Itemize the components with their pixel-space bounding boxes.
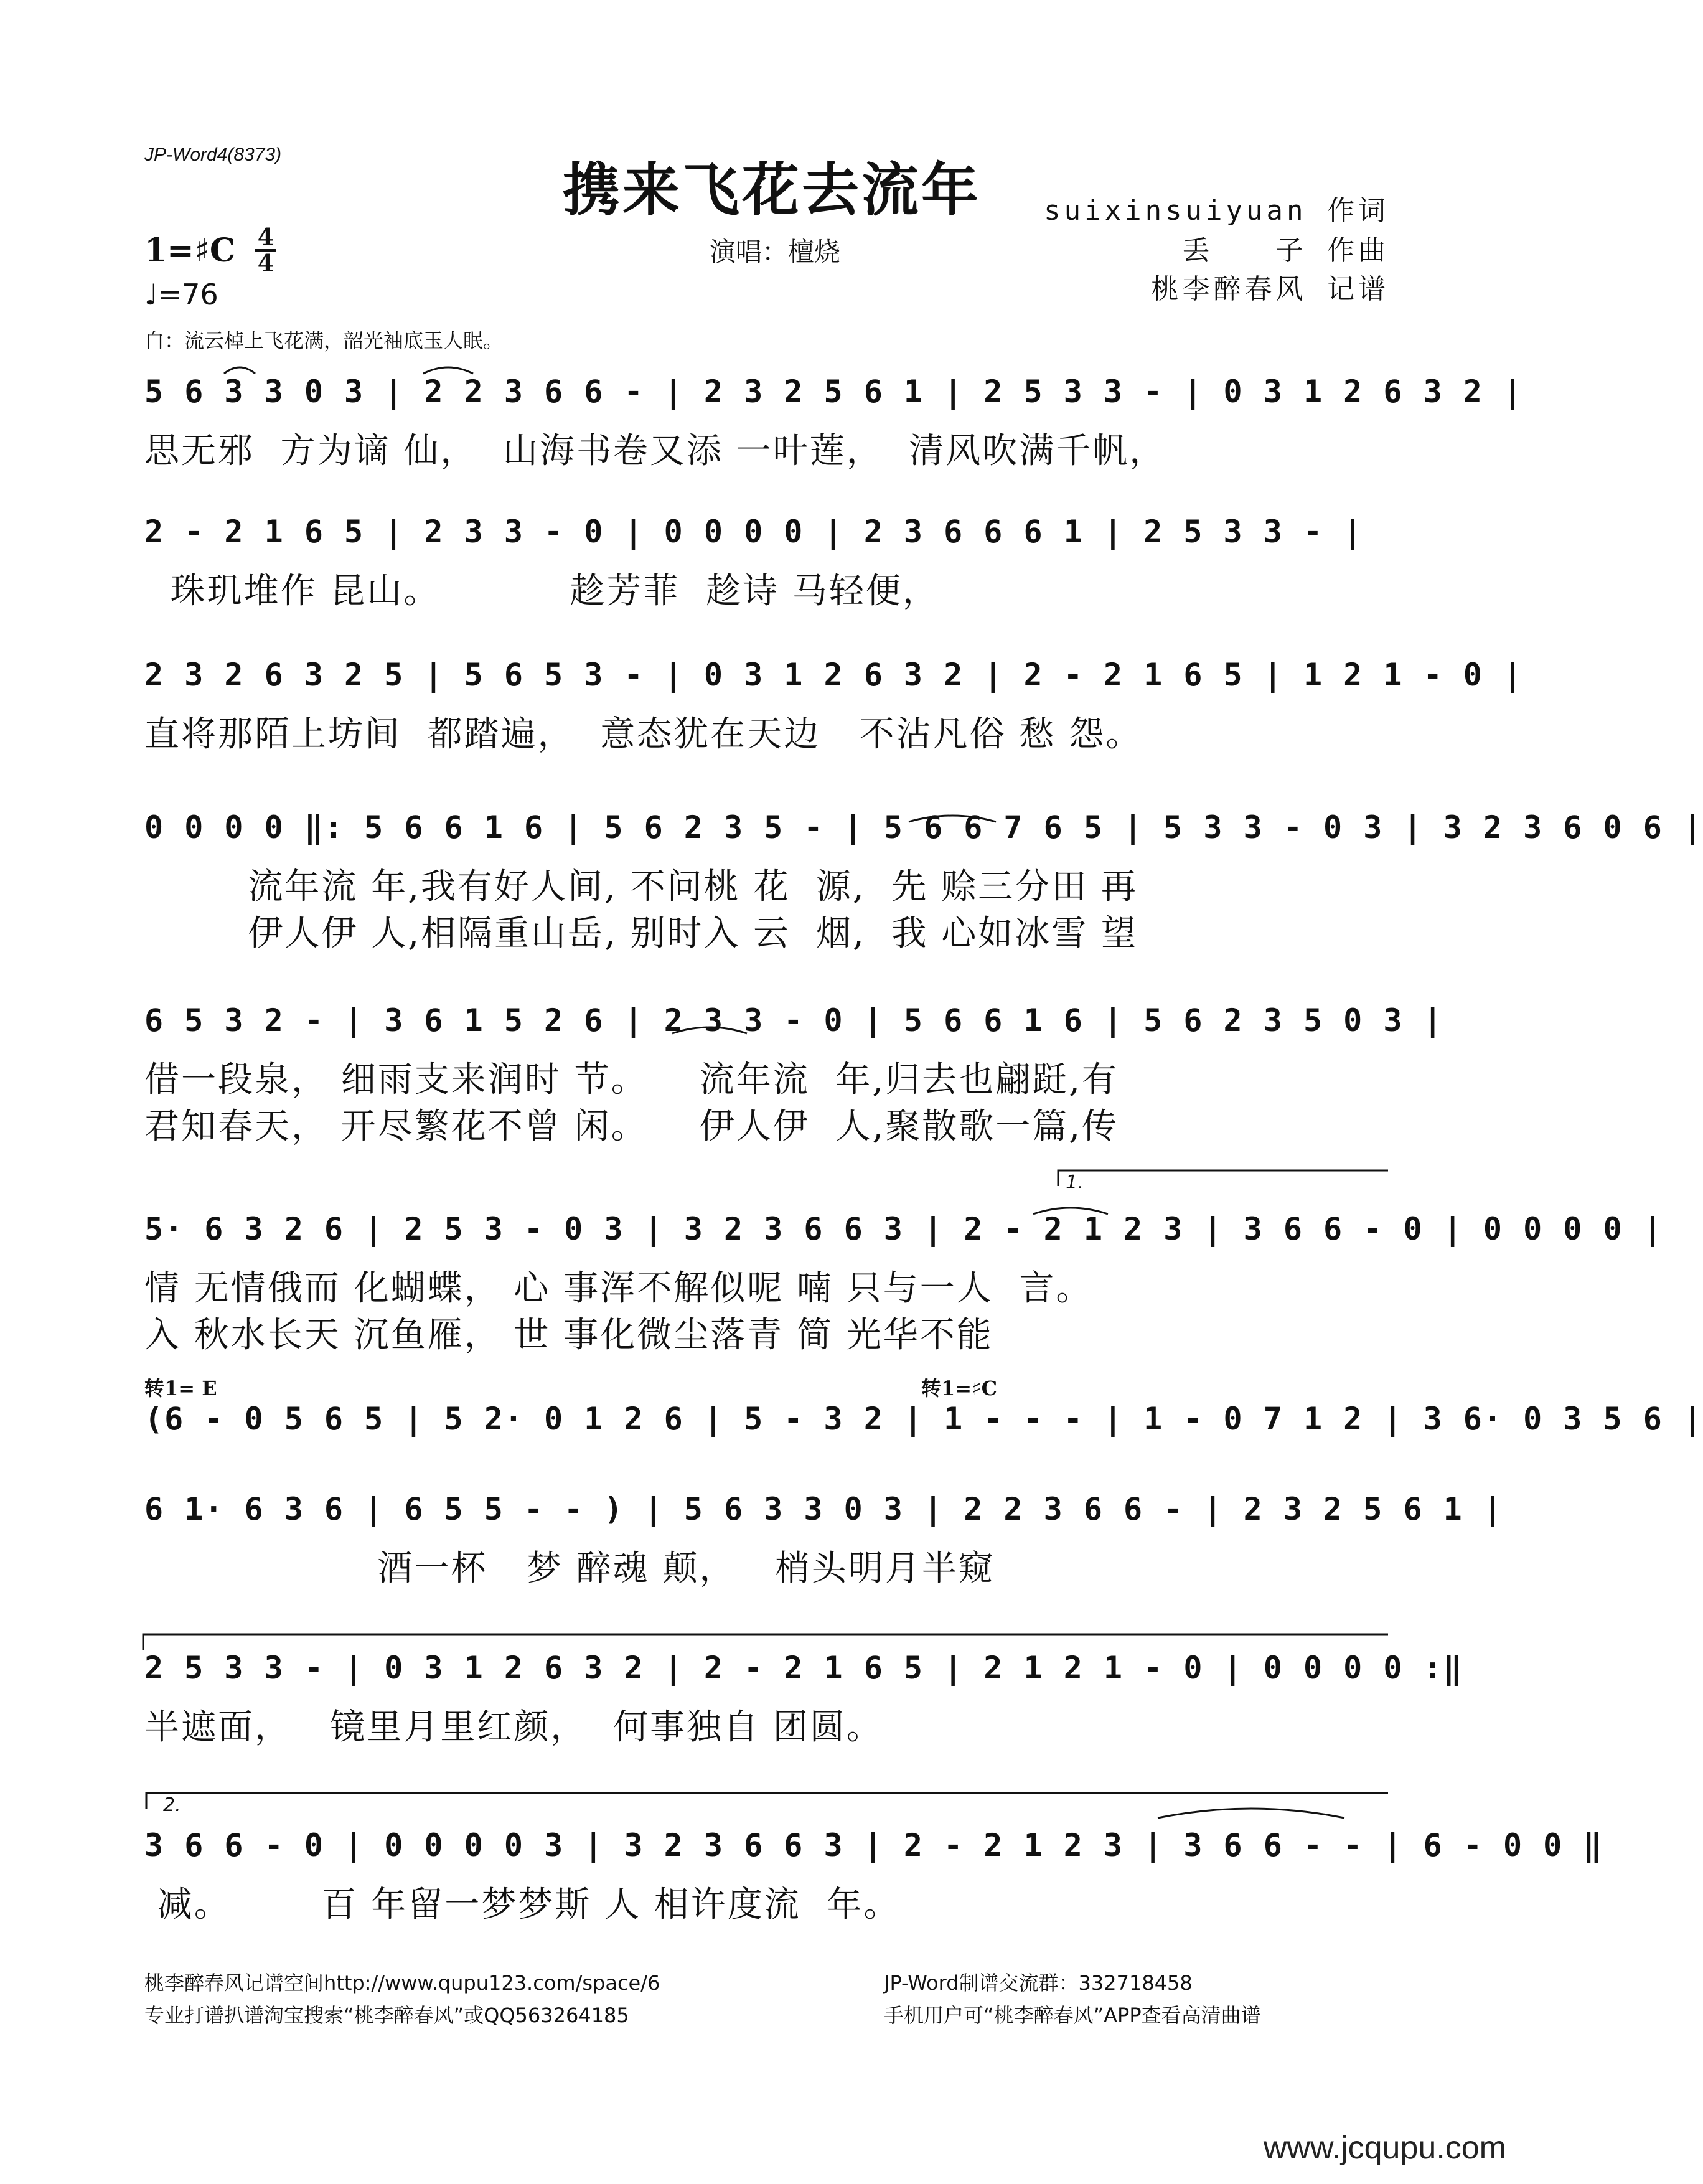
- notation-line-10: 3 6 6 - 0 | 0 0 0 0 3 | 3 2 3 6 6 3 | 2 - 2 1 2 3 | 3 6 6 - - | 6 - 0 0 ‖: [144, 1827, 1603, 1863]
- lyric-line-5b: 君知春天， 开尽繁花不曾 闲。 伊人伊 人,聚散歌一篇,传: [144, 1106, 1119, 1147]
- lyric-line-4a: 流年流 年,我有好人间, 不问桃 花 源, 先 赊三分田 再: [144, 867, 1138, 907]
- repeat-top-line: [143, 1634, 1388, 1650]
- lyric-line-6b: 入 秋水长天 沉鱼雁， 世 事化微尘落青 简 光华不能: [144, 1315, 993, 1355]
- lyric-line-4b: 伊人伊 人,相隔重山岳, 别时入 云 烟, 我 心如冰雪 望: [144, 913, 1138, 954]
- spoken-intro: 白：流云棹上飞花满，韶光袖底玉人眠。: [144, 329, 504, 352]
- lyric-line-3a: 直将那陌上坊间 都踏遍， 意态犹在天边 不沾凡俗 愁 怨。: [144, 714, 1143, 755]
- notation-line-5: 6 5 3 2 - | 3 6 1 5 2 6 | 2 3 3 - 0 | 5 6 6 1 6 | 5 6 2 3 5 0 3 |: [144, 1002, 1443, 1038]
- modulation-to-e: 转1= E: [144, 1377, 217, 1400]
- time-signature-top: 4: [257, 223, 274, 251]
- lyricist-credit: suixinsuiyuan 作词: [1044, 195, 1389, 227]
- footer-left-line-2: 专业打谱扒谱淘宝搜索“桃李醉春风”或QQ563264185: [144, 2003, 629, 2027]
- lyric-line-2a: 珠玑堆作 昆山。 趁芳菲 趁诗 马轻便，: [144, 571, 939, 611]
- footer-right-line-2: 手机用户可“桃李醉春风”APP查看高清曲谱: [884, 2003, 1261, 2027]
- notation-line-1: 5 6 3 3 0 3 | 2 2 3 6 6 - | 2 3 2 5 6 1 | 2 5 3 3 - | 0 3 1 2 6 3 2 |: [144, 374, 1524, 410]
- time-signature-bottom: 4: [257, 249, 274, 277]
- notation-line-2: 2 - 2 1 6 5 | 2 3 3 - 0 | 0 0 0 0 | 2 3 6 6 6 1 | 2 5 3 3 - |: [144, 514, 1364, 550]
- key-signature: 1=♯C: [144, 232, 236, 270]
- lyric-line-1a: 思无邪 方为谪 仙， 山海书卷又添 一叶莲， 清风吹满千帆，: [144, 431, 1166, 471]
- volta-1-bracket: [1058, 1170, 1388, 1186]
- slur: [423, 367, 473, 374]
- song-title: 携来飞花去流年: [562, 156, 981, 224]
- notation-line-8: 6 1· 6 3 6 | 6 5 5 - - ) | 5 6 3 3 0 3 | 2 2 3 6 6 - | 2 3 2 5 6 1 |: [144, 1491, 1503, 1527]
- site-watermark: www.jcqupu.com: [1263, 2130, 1506, 2166]
- notation-line-9: 2 5 3 3 - | 0 3 1 2 6 3 2 | 2 - 2 1 6 5 | 2 1 2 1 - 0 | 0 0 0 0 :‖: [144, 1650, 1463, 1686]
- software-label: JP-Word4(8373): [144, 144, 282, 165]
- volta-2-bracket: [146, 1793, 1388, 1809]
- lyric-line-9a: 半遮面， 镜里月里红颜， 何事独自 团圆。: [144, 1707, 883, 1748]
- slur: [1158, 1809, 1344, 1818]
- lyric-line-6a: 情 无情俄而 化蝴蝶， 心 事浑不解似呢 喃 只与一人 言。: [144, 1268, 1093, 1309]
- footer-right-line-1: JP-Word制谱交流群：332718458: [884, 1971, 1193, 1995]
- notation-line-7: (6 - 0 5 6 5 | 5 2· 0 1 2 6 | 5 - 3 2 | 1 - - - | 1 - 0 7 1 2 | 3 6· 0 3 5 6 |: [144, 1401, 1703, 1437]
- composer-credit: 丢 子 作曲: [1182, 235, 1389, 266]
- volta-1-label: 1.: [1066, 1172, 1084, 1193]
- volta-2-label: 2.: [163, 1794, 181, 1816]
- singer-credit: 演唱：檀烧: [710, 237, 841, 267]
- footer-left-line-1: 桃李醉春风记谱空间http://www.qupu123.com/space/6: [144, 1971, 660, 1995]
- notation-line-6: 5· 6 3 2 6 | 2 5 3 - 0 3 | 3 2 3 6 6 3 | 2 - 2 1 2 3 | 3 6 6 - 0 | 0 0 0 0 |: [144, 1211, 1663, 1247]
- slur: [224, 367, 255, 374]
- lyric-line-5a: 借一段泉， 细雨支来润时 节。 流年流 年,归去也翩跹,有: [144, 1060, 1119, 1100]
- lyric-line-8a: 酒一杯 梦 醉魂 颠， 梢头明月半窥: [144, 1548, 995, 1589]
- transcriber-credit: 桃李醉春风 记谱: [1151, 273, 1389, 305]
- notation-line-4: 0 0 0 0 ‖: 5 6 6 1 6 | 5 6 2 3 5 - | 5 6 6 7 6 5 | 5 3 3 - 0 3 | 3 2 3 6 0 6 |: [144, 809, 1703, 845]
- notation-line-3: 2 3 2 6 3 2 5 | 5 6 5 3 - | 0 3 1 2 6 3 2 | 2 - 2 1 6 5 | 1 2 1 - 0 |: [144, 657, 1524, 693]
- lyric-line-10a: 减。 百 年留一梦梦斯 人 相许度流 年。: [144, 1885, 901, 1925]
- tempo-marking: ♩=76: [144, 278, 218, 311]
- modulation-to-c-sharp: 转1=♯C: [921, 1377, 998, 1400]
